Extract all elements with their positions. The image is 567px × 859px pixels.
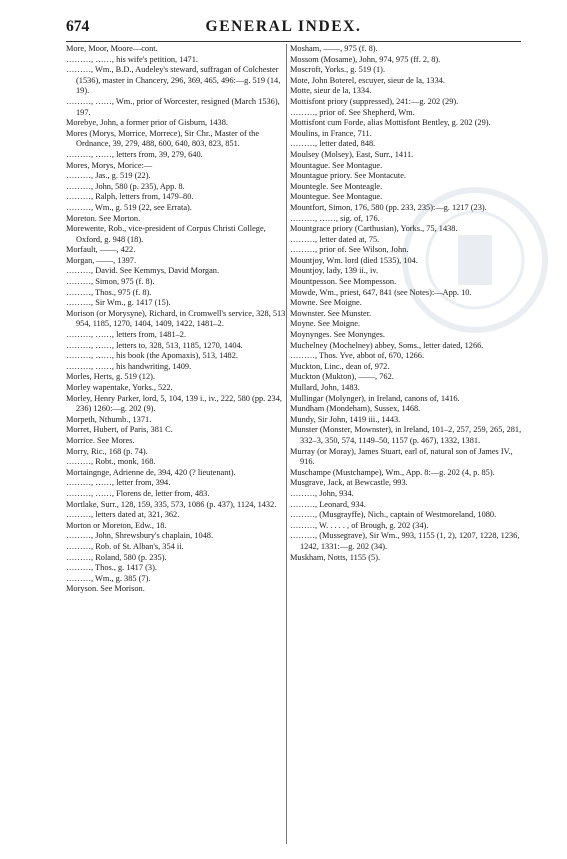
- index-entry: Moulins, in France, 711.: [290, 128, 372, 138]
- index-entry: ………, Wm., B.D., Audeley's steward, suffragan of Colchester (1536), master in Chancery, 296, 369, 465, 496:—g. 519 (14, 19).: [66, 65, 281, 96]
- index-entry: Moulsey (Molsey), East, Surr., 1411.: [290, 149, 414, 159]
- index-entry: Muskham, Notts, 1155 (5).: [290, 552, 381, 562]
- index-entry: Mortaingnge, Adrienne de, 394, 420 (? lieutenant).: [66, 467, 236, 477]
- index-entry: ………, Leonard, 934.: [290, 499, 366, 509]
- index-entry: ………, David. See Kemmys, David Morgan.: [66, 266, 220, 276]
- index-entry: Morrice. See Mores.: [66, 435, 135, 445]
- index-entry: Morpeth, Nthumb., 1371.: [66, 414, 152, 424]
- index-entry: Mountegue. See Montague.: [290, 192, 383, 202]
- column-divider: [286, 44, 287, 844]
- index-entry: ………, Sir Wm., g. 1417 (15).: [66, 298, 171, 308]
- index-entry: Morley, Henry Parker, lord, 5, 104, 139 i., iv., 222, 580 (pp. 234, 236) 1260:—g. 202 (9).: [66, 393, 282, 414]
- index-entry: Moynynges. See Monynges.: [290, 330, 386, 340]
- index-entry: Morfault, ——, 422.: [66, 245, 136, 255]
- index-entry: ………, ……, letters from, 1481–2.: [66, 330, 187, 340]
- index-entry: ………, prior of. See Wilson, John.: [290, 245, 409, 255]
- index-entry: Mores, Morys, Morice:—: [66, 160, 153, 170]
- index-entry: ………, ……, Wm., prior of Worcester, resigned (March 1536), 197.: [66, 96, 280, 117]
- index-entry: Mullard, John, 1483.: [290, 383, 360, 392]
- index-entry: ………, John, 934.: [290, 488, 354, 498]
- index-entry: ………, John, 580 (p. 235), App. 8.: [66, 181, 185, 191]
- index-entry: ………, Thos., 975 (f. 8).: [66, 287, 152, 297]
- index-entry: Mountpesson. See Mompesson.: [290, 277, 397, 287]
- index-entry: Muchelney (Mochelney) abbey, Soms., letter dated, 1266.: [290, 340, 484, 350]
- index-entry: Morles, Herts, g. 519 (12).: [66, 372, 155, 382]
- index-entry: Mundy, Sir John, 1419 iii., 1443.: [290, 414, 401, 424]
- index-entry: Moreton. See Morton.: [66, 213, 141, 223]
- index-entry: Mountague priory. See Montacute.: [290, 171, 407, 181]
- index-entry: Muckton, Linc., dean of, 972.: [290, 361, 390, 371]
- index-entry: Mowne. See Moigne.: [290, 298, 362, 308]
- index-entry: ………, ……, his wife's petition, 1471.: [66, 54, 198, 64]
- index-entry: Morry, Ric., 168 (p. 74).: [66, 446, 148, 456]
- index-entry: ………, Ralph, letters from, 1479–80.: [66, 192, 194, 202]
- index-entry: Mottisfont priory (suppressed), 241:—g. 202 (29).: [290, 96, 459, 106]
- index-entry: Mountjoy, lady, 139 ii., iv.: [290, 266, 379, 276]
- index-entry: Morgan, ——, 1397.: [66, 255, 137, 265]
- index-entry: ………, Thos. Yve, abbot of, 670, 1266.: [290, 351, 425, 361]
- index-entry: Mortlake, Surr., 128, 159, 335, 573, 1086 (p. 437), 1124, 1432.: [66, 499, 277, 509]
- index-entry: ………, ……, letter from, 394.: [66, 478, 171, 488]
- index-entry: Muckton (Mukton), ——, 762.: [290, 372, 394, 382]
- index-entry: Mountfort, Simon, 176, 580 (pp. 233, 235):—g. 1217 (23).: [290, 202, 487, 212]
- index-entry: Mountegle. See Monteagle.: [290, 181, 383, 191]
- index-entry: ………, Jas., g. 519 (22).: [66, 171, 151, 181]
- index-entry: ………, John, Shrewsbury's chaplain, 1048.: [66, 531, 214, 541]
- index-entry: Morison (or Morysyne), Richard, in Cromwell's service, 328, 513, 954, 1185, 1270, 1404, 1409, 1422, 1481–2.: [66, 308, 288, 329]
- index-entry: ………, ……, letters to, 328, 513, 1185, 1270, 1404.: [66, 340, 243, 350]
- index-entry: ………, Wm., g. 519 (22, see Errata).: [66, 202, 192, 212]
- index-entry: Mote, John Boterel, escuyer, sieur de la, 1334.: [290, 75, 445, 85]
- index-entry: Mosham, ——, 975 (f. 8).: [290, 44, 378, 53]
- page-number: 674: [66, 18, 90, 35]
- index-entry: ………, letter dated at, 75.: [290, 234, 380, 244]
- index-entry: ………, (Mussegrave), Sir Wm., 993, 1155 (1, 2), 1207, 1228, 1236, 1242, 1331:—g. 202 (34).: [290, 531, 520, 551]
- index-entry: Mores (Morys, Morrice, Morrece), Sir Chr., Master of the Ordnance, 39, 279, 488, 600, 640, 803, 823, 851.: [66, 128, 260, 149]
- index-entry: ………, ……, his handwriting, 1409.: [66, 361, 192, 371]
- index-entry: ………, W. . . . . , of Brough, g. 202 (34).: [290, 520, 429, 530]
- index-entry: Motte, sieur de la, 1334.: [290, 86, 372, 96]
- index-entry: ………, Wm., g. 385 (7).: [66, 573, 151, 583]
- index-entry: Mullingar (Molynger), in Ireland, canons of, 1416.: [290, 393, 460, 403]
- index-entry: Mundham (Mondeham), Sussex, 1468.: [290, 404, 421, 414]
- index-entry: Morton or Moreton, Edw., 18.: [66, 520, 167, 530]
- index-entry: ………, Roland, 580 (p. 235).: [66, 552, 167, 562]
- header-rule: [66, 41, 521, 42]
- index-entry: Moyne. See Moigne.: [290, 319, 360, 329]
- index-entry: ………, Thos., g. 1417 (3).: [66, 563, 157, 573]
- index-entry: Munster (Monster, Mownster), in Ireland, 101–2, 257, 259, 265, 281, 332–3, 350, 574, 1149–50, 1157 (p. 467), 1332, 1381.: [290, 425, 522, 445]
- index-entry: Mossom (Mosame), John, 974, 975 (ff. 2, 8).: [290, 54, 441, 64]
- index-entry: ………, ……, his book (the Apomaxis), 513, 1482.: [66, 351, 238, 361]
- index-entry: ………, letters dated at, 321, 362.: [66, 510, 180, 520]
- index-entry: More, Moor, Moore—cont.: [66, 44, 158, 53]
- index-entry: Mountjoy, Wm. lord (died 1535), 104.: [290, 255, 418, 265]
- index-column-left: [66, 44, 288, 595]
- index-entry: Moscroft, Yorks., g. 519 (1).: [290, 65, 386, 75]
- index-entry: Murray (or Moray), James Stuart, earl of, natural son of James IV., 916.: [290, 446, 513, 467]
- index-entry: Muschampe (Mustchampe), Wm., App. 8:—g. 202 (4, p. 85).: [290, 467, 495, 477]
- index-entry: Mountgrace priory (Carthusian), Yorks., 75, 1438.: [290, 224, 458, 234]
- index-entry: ………, ……, Florens de, letter from, 483.: [66, 488, 210, 498]
- index-entry: ………, ……, letters from, 39, 279, 640.: [66, 149, 203, 159]
- page-header: [0, 0, 567, 40]
- index-entry: Moryson. See Morison.: [66, 584, 145, 594]
- index-entry: Musgrave, Jack, at Bewcastle, 993.: [290, 478, 408, 488]
- index-entry: Morley wapentake, Yorks., 522.: [66, 383, 173, 392]
- index-entry: Mowde, Wm., priest, 647, 841 (see Notes):—App. 10.: [290, 287, 472, 297]
- index-entry: ………, Robt., monk, 168.: [66, 457, 156, 467]
- index-entry: ………, letter dated, 848.: [290, 139, 376, 149]
- index-entry: Morewente, Rob., vice-president of Corpus Christi College, Oxford, g. 948 (18).: [66, 224, 266, 244]
- index-entry: ………, prior of. See Shepherd, Wm.: [290, 107, 415, 117]
- index-entry: Morebye, John, a former prior of Gisburn, 1438.: [66, 118, 228, 128]
- index-entry: ………, ……, sig. of, 176.: [290, 213, 380, 223]
- index-entry: Morret, Hubert, of Paris, 381 C.: [66, 425, 173, 435]
- index-entry: Mountague. See Montague.: [290, 160, 383, 170]
- page-title: GENERAL INDEX.: [205, 18, 362, 35]
- index-entry: ………, Simon, 975 (f. 8).: [66, 277, 155, 287]
- index-entry: Mottisfont cum Forde, alias Mottisfont Bentley, g. 202 (29).: [290, 118, 491, 128]
- index-column-right: [290, 44, 522, 563]
- index-entry: ………, Rob. of St. Alban's, 354 ii.: [66, 541, 184, 551]
- index-entry: Mownster. See Munster.: [290, 308, 372, 318]
- index-entry: ………, (Musgrayffe), Nich., captain of Westmoreland, 1080.: [290, 510, 497, 520]
